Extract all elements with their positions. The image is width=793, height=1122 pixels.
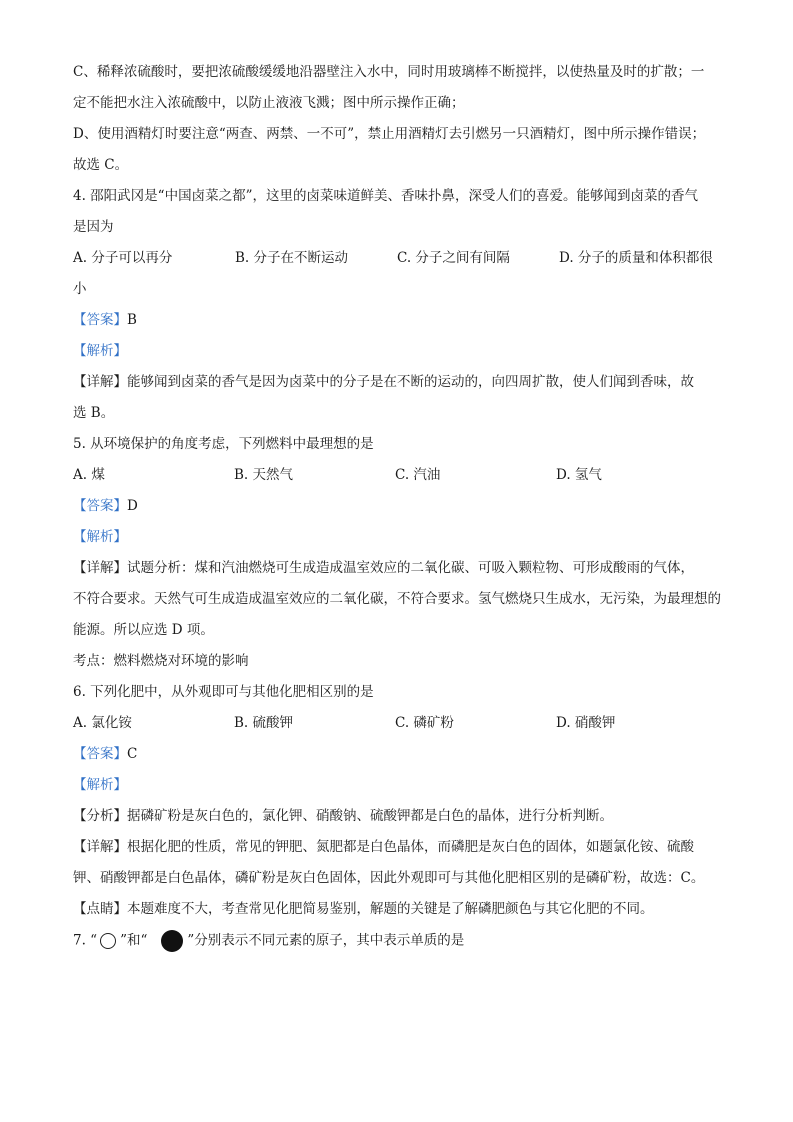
q6-option-a: A. 氯化铵 <box>73 715 132 731</box>
analysis-tag: 【解析】 <box>73 343 127 359</box>
q6-option-c: C. 磷矿粉 <box>395 715 454 731</box>
q4-detail-line-2: 选 B。 <box>73 405 115 421</box>
q6-dianjing <box>73 899 723 919</box>
detail-text: 能够闻到卤菜的香气是因为卤菜中的分子是在不断的运动的，向四周扩散，使人们闻到香味，故 <box>127 374 694 390</box>
q4-option-d-continuation: 小 <box>73 281 87 297</box>
detail-tag: 【详解】 <box>73 839 127 855</box>
q4-option-b: B. 分子在不断运动 <box>235 250 349 266</box>
detail-tag: 【详解】 <box>73 374 127 390</box>
q5-options <box>73 465 723 485</box>
q4-option-d: D. 分子的质量和体积都很 <box>559 250 713 266</box>
q4-option-a: A. 分子可以再分 <box>73 250 173 266</box>
q5-detail-line-3: 能源。所以应选 D 项。 <box>73 622 214 638</box>
q5-stem: 5. 从环境保护的角度考虑，下列燃料中最理想的是 <box>73 436 374 452</box>
q6-detail-line-2: 钾、硝酸钾都是白色晶体，磷矿粉是灰白色固体，因此外观即可与其他化肥相区别的是磷矿粉，故选：C。 <box>73 870 705 886</box>
q5-detail-line-2: 不符合要求。天然气可生成造成温室效应的二氧化碳，不符合要求。氢气燃烧只生成水，无污染，为最理想的 <box>73 591 721 607</box>
q5-test-point: 考点：燃料燃烧对环境的影响 <box>73 653 249 669</box>
q7-stem <box>73 930 723 952</box>
q5-analysis-heading <box>73 527 723 547</box>
document-page <box>73 62 723 963</box>
q7-mid: ”和“ <box>120 932 148 949</box>
q5-option-d: D. 氢气 <box>556 467 602 483</box>
answer-value: D <box>127 498 138 514</box>
analysis-tag: 【解析】 <box>73 529 127 545</box>
answer-tag: 【答案】 <box>73 746 127 762</box>
q4-analysis-heading <box>73 341 723 361</box>
q6-option-d: D. 硝酸钾 <box>556 715 616 731</box>
solid-atom-icon <box>161 930 183 952</box>
q6-detail-line-1 <box>73 837 723 857</box>
q5-option-a: A. 煤 <box>73 467 105 483</box>
q6-answer <box>73 744 723 764</box>
detail-text: 试题分析：煤和汽油燃烧可生成造成温室效应的二氧化碳、可吸入颗粒物、可形成酸雨的气体， <box>127 560 694 576</box>
q6-option-b: B. 硫酸钾 <box>234 715 294 731</box>
q4-answer <box>73 310 723 330</box>
q4-detail-line-1 <box>73 372 723 392</box>
option-c-explanation-line-1: C、稀释浓硫酸时，要把浓硫酸缓缓地沿器壁注入水中，同时用玻璃棒不断搅拌，以使热量及时的扩散；一 <box>73 64 705 80</box>
answer-tag: 【答案】 <box>73 312 127 328</box>
q6-stem: 6. 下列化肥中，从外观即可与其他化肥相区别的是 <box>73 684 374 700</box>
option-d-explanation-line-2: 故选 C。 <box>73 157 129 173</box>
q5-option-b: B. 天然气 <box>234 467 294 483</box>
q6-analysis-heading <box>73 775 723 795</box>
analysis-tag: 【解析】 <box>73 777 127 793</box>
answer-tag: 【答案】 <box>73 498 127 514</box>
q7-prefix: 7. “ <box>73 932 98 949</box>
q6-options <box>73 713 723 733</box>
hollow-atom-icon <box>100 933 116 949</box>
q6-fenxi <box>73 806 723 826</box>
dianjing-text: 本题难度不大，考查常见化肥简易鉴别，解题的关键是了解磷肥颜色与其它化肥的不同。 <box>127 901 654 917</box>
q5-answer <box>73 496 723 516</box>
q4-options <box>73 248 723 268</box>
answer-value: B <box>127 312 137 328</box>
dianjing-tag: 【点睛】 <box>73 901 127 917</box>
option-c-explanation-line-2: 定不能把水注入浓硫酸中，以防止液液飞溅；图中所示操作正确； <box>73 95 465 111</box>
fenxi-text: 据磷矿粉是灰白色的，氯化钾、硝酸钠、硫酸钾都是白色的晶体，进行分析判断。 <box>127 808 613 824</box>
q5-option-c: C. 汽油 <box>395 467 441 483</box>
detail-text: 根据化肥的性质，常见的钾肥、氮肥都是白色晶体，而磷肥是灰白色的固体，如题氯化铵、硫酸 <box>127 839 694 855</box>
option-d-explanation-line-1: D、使用酒精灯时要注意“两查、两禁、一不可”，禁止用酒精灯去引燃另一只酒精灯，图中所示操作错误； <box>73 126 706 142</box>
q4-stem-line-2: 是因为 <box>73 219 114 235</box>
q7-suffix: ”分别表示不同元素的原子，其中表示单质的是 <box>187 932 465 949</box>
q4-stem-line-1: 4. 邵阳武冈是“中国卤菜之都”，这里的卤菜味道鲜美、香味扑鼻，深受人们的喜爱。能够闻到卤菜的香气 <box>73 188 698 204</box>
q5-detail-line-1 <box>73 558 723 578</box>
answer-value: C <box>127 746 138 762</box>
fenxi-tag: 【分析】 <box>73 808 127 824</box>
q4-option-c: C. 分子之间有间隔 <box>397 250 510 266</box>
detail-tag: 【详解】 <box>73 560 127 576</box>
